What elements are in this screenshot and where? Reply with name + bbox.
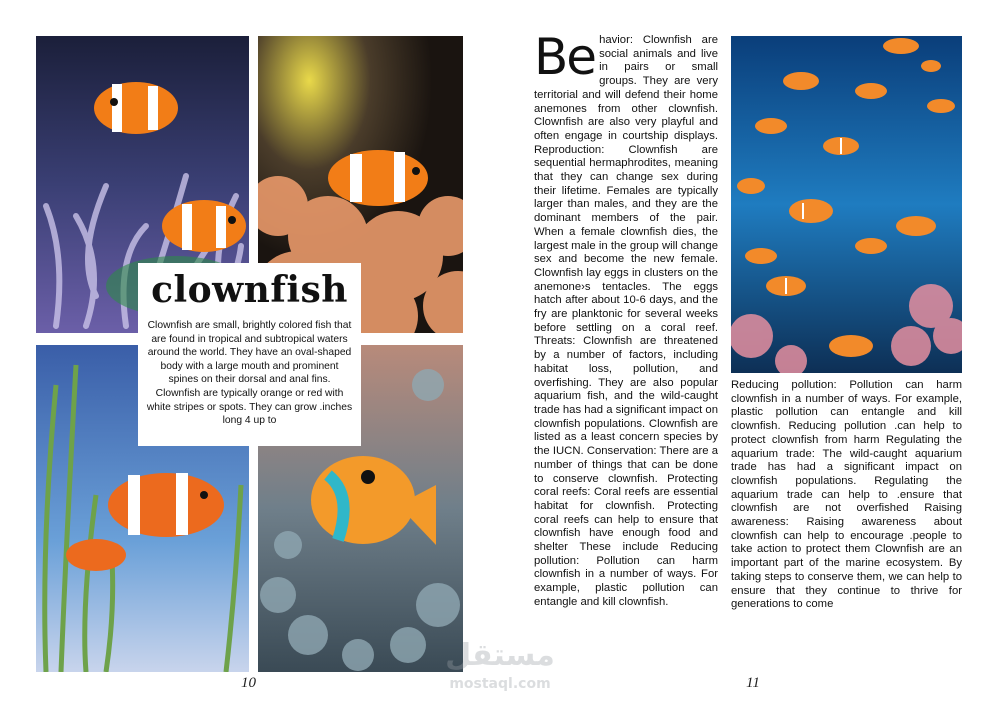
page-title: clownfish: [151, 269, 348, 311]
watermark-latin: mostaql.com: [449, 676, 551, 692]
page-number-right: 11: [746, 675, 760, 691]
watermark-arabic: مستقل: [445, 638, 555, 673]
body-column-1-text: havior: Clownfish are social animals and live in pairs or small groups. They are very territorial and will defend their home anemones from other clownfish. Clownfish are also very playful and often engage in courtship displays. Reproduction: Clownfish are sequential hermaphrodites, meaning that they can change sex during their lifetime. Females are typically larger than males, and they are the dominant members of the pair. When a female clownfish dies, the largest male in the group will change sex and become the new female. Clownfish lay eggs in clusters on the anemone›s tentacles. The eggs hatch after about 10-6 days, and the fry are planktonic for several weeks before settling on a coral reef. Threats: Clownfish are threatened by a number of factors, including habitat loss, pollution, and overfishing. They are also popular aquarium fish, and the wild-caught trade has had a significant impact on clownfish populations. Clownfish are listed as a least concern species by the IUCN. Conservation: There are a number of things that can be done to conserve clownfish. Protecting coral reefs: Coral reefs are essential habitat for clownfish. Protecting coral reefs can help to ensure that clownfish have enough food and shelter These include Reducing pollution: Pollution can harm clownfish in a number of ways. For example, plastic pollution can entangle and kill clownfish.: [534, 34, 718, 608]
body-column-2: [731, 379, 962, 641]
intro-paragraph: Clownfish are small, brightly colored fish that are found in tropical and subtropical waters around the world. They have an oval-shaped body with a large mouth and prominent spines on their dorsal and anal fins. Clownfish are typically orange or red with white stripes or spots. They can grow .inches long 4 up to: [146, 320, 353, 427]
drop-cap: Be: [534, 28, 596, 86]
body-column-2-text: Reducing pollution: Pollution can harm clownfish in a number of ways. For example, plastic pollution can entangle and kill clownfish. Reducing pollution .can help to protect clownfish from harm Regulating the aquarium trade: The wild-caught aquarium trade has had a significant impact on clownfish populations. Regulating the aquarium trade can help to .ensure that clownfish are not overfished Raising awareness: Raising awareness about clownfish can help to encourage .people to take action to protect them Clownfish are an important part of the marine ecosystem. By taking steps to conserve them, we can help to ensure that they continue to thrive for generations to come: [731, 379, 962, 611]
title-card: [138, 263, 361, 446]
reef-fish-school-photo: [731, 36, 962, 373]
page-number-left: 10: [241, 675, 256, 691]
body-column-1: [534, 28, 718, 670]
